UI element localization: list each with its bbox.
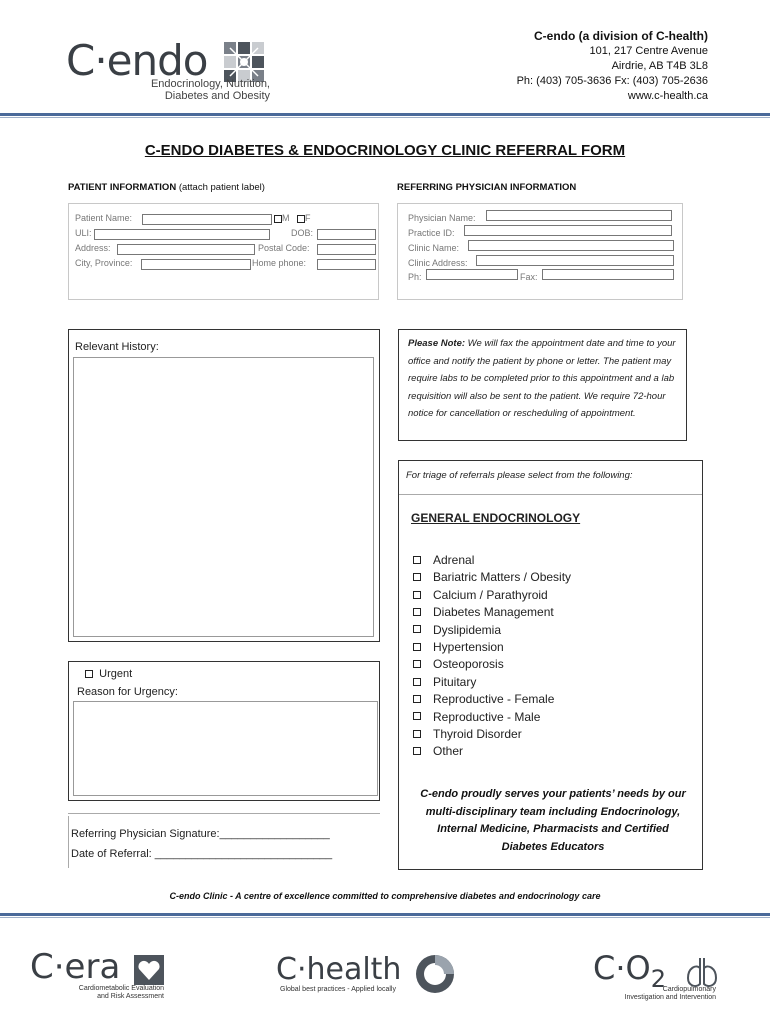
general-endocrinology-heading: GENERAL ENDOCRINOLOGY [411,511,581,525]
co2-tagline: Cardiopulmonary Investigation and Intervention [624,986,716,1001]
chealth-tagline: Global best practices - Applied locally [280,986,396,993]
triage-option-label: Thyroid Disorder [433,727,522,742]
sex-m-label: M [282,213,290,223]
lungs-icon [684,954,720,990]
header-rule-thin [0,117,770,118]
triage-option-label: Diabetes Management [433,605,554,620]
triage-option-reproductive-male[interactable] [413,709,571,726]
triage-option-label: Dyslipidemia [433,622,502,637]
signature-divider [68,813,380,814]
triage-option-diabetes-management[interactable] [413,604,571,621]
fax-label: Fax: [520,272,538,282]
co2-logo-text: $C\cdot O_2$ [593,949,666,993]
header-rule [0,113,770,116]
triage-box [398,460,703,870]
sex-f-label: F [305,213,311,223]
clinic-address-input[interactable] [476,255,674,266]
triage-option-checkbox[interactable] [413,695,421,703]
relevant-history-label: Relevant History: [75,341,159,353]
triage-option-checkbox[interactable] [413,625,421,633]
org-phone-fax: Ph: (403) 705-3636 Fx: (403) 705-2636 [516,75,708,87]
triage-option-hypertension[interactable] [413,639,571,656]
org-address-1: 101, 217 Centre Avenue [589,45,708,57]
sex-options [274,211,311,226]
heart-icon [134,955,164,985]
org-address-2: Airdrie, AB T4B 3L8 [611,60,708,72]
signature-left-rule [68,816,69,868]
physician-name-label: Physician Name: [408,213,476,223]
relevant-history-textarea[interactable] [73,357,374,637]
triage-option-label: Reproductive - Male [433,709,541,724]
triage-option-checkbox[interactable] [413,730,421,738]
form-title: C-ENDO DIABETES & ENDOCRINOLOGY CLINIC REFERRAL FORM [144,142,626,159]
uli-label: ULI: [75,228,92,238]
triage-option-osteoporosis[interactable] [413,656,571,673]
triage-option-label: Osteoporosis [433,657,504,672]
serves-statement: C-endo proudly serves your patients’ needs by our multi-disciplinary team including Endocrinology, Internal Medicine, Pharmacists and Certified Diabetes Educators [420,788,686,853]
triage-option-checkbox[interactable] [413,608,421,616]
triage-option-pituitary[interactable] [413,674,571,691]
chealth-logo-text: C·health [276,952,402,987]
signature-field[interactable]: Referring Physician Signature:__________________ [71,828,330,840]
triage-option-label: Bariatric Matters / Obesity [433,570,572,585]
sex-f-checkbox[interactable] [297,215,305,223]
address-input[interactable] [117,244,255,255]
sex-m-checkbox[interactable] [274,215,282,223]
cendo-logo-text: C·endo [66,36,208,85]
triage-intro: For triage of referrals please select from the following: [406,470,633,481]
triage-option-other[interactable] [413,743,571,760]
fax-input[interactable] [542,269,674,280]
urgency-box [68,661,380,801]
triage-option-label: Adrenal [433,553,475,567]
triage-option-checkbox[interactable] [413,573,421,581]
footer-rule-thin [0,917,770,918]
triage-option-label: Other [433,744,464,759]
triage-option-checkbox[interactable] [413,556,421,564]
triage-options-list [413,552,571,761]
practice-id-input[interactable] [464,225,672,236]
triage-option-adrenal[interactable] [413,552,571,569]
ph-label: Ph: [408,272,422,282]
clinic-name-input[interactable] [468,240,674,251]
please-note-box [398,329,687,441]
address-label: Address: [75,243,111,253]
postal-code-input[interactable] [317,244,376,255]
date-of-referral-field[interactable]: Date of Referral: _____________________________ [71,848,333,860]
cendo-logo-tagline: Endocrinology, Nutrition, Diabetes and Obesity [150,78,270,102]
reason-urgency-textarea[interactable] [73,701,378,796]
dob-input[interactable] [317,229,376,240]
triage-option-reproductive-female[interactable] [413,691,571,708]
triage-option-bariatric-matters-obesity[interactable] [413,569,571,586]
postal-code-label: Postal Code: [258,243,310,253]
city-province-label: City, Province: [75,258,133,268]
cera-tagline: Cardiometabolic Evaluation and Risk Assessment [78,985,164,1000]
org-contact-block [517,29,708,104]
urgent-checkbox[interactable] [85,670,93,678]
triage-option-label: Calcium / Parathyroid [433,587,548,602]
physician-info-heading: REFERRING PHYSICIAN INFORMATION [397,182,577,193]
patient-name-label: Patient Name: [75,213,133,223]
triage-option-label: Pituitary [433,674,477,689]
clinic-name-label: Clinic Name: [408,243,460,253]
triage-option-checkbox[interactable] [413,643,421,651]
uli-input[interactable] [94,229,270,240]
physician-name-input[interactable] [486,210,672,221]
please-note-text: Please Note: We will fax the appointment date and time to your office and notify the patient by phone or letter. The patient may require labs to be completed prior to this appointment and a lab requisition will also be sent to the patient. We require 72-hour notice for cancellation or rescheduling of appointment. [408,338,676,419]
triage-divider [399,494,702,495]
triage-option-checkbox[interactable] [413,591,421,599]
dob-label: DOB: [291,228,314,238]
triage-option-thyroid-disorder[interactable] [413,726,571,743]
footer-rule [0,913,770,916]
triage-option-checkbox[interactable] [413,712,421,720]
triage-option-calcium-parathyroid[interactable] [413,587,571,604]
city-province-input[interactable] [141,259,251,270]
triage-option-checkbox[interactable] [413,747,421,755]
reason-urgency-label: Reason for Urgency: [77,686,178,698]
cera-logo-text: C·era [30,947,121,987]
home-phone-label: Home phone: [252,258,307,268]
triage-option-checkbox[interactable] [413,678,421,686]
physician-info-box [397,203,683,300]
patient-info-heading: PATIENT INFORMATION (attach patient label) [68,182,265,193]
urgent-label: Urgent [99,668,133,680]
org-name: C-endo (a division of C-health) [534,29,708,43]
patient-info-box [68,203,379,300]
ph-input[interactable] [426,269,518,280]
org-website: www.c-health.ca [627,90,708,102]
practice-id-label: Practice ID: [408,228,455,238]
triage-option-label: Hypertension [433,640,504,655]
urgent-row [85,668,132,680]
relevant-history-box [68,329,380,642]
footer-tagline: C-endo Clinic - A centre of excellence committed to comprehensive diabetes and endocrinology care [169,891,601,901]
home-phone-input[interactable] [317,259,376,270]
triage-option-dyslipidemia[interactable] [413,622,571,639]
chealth-swirl-icon [414,953,456,995]
triage-option-label: Reproductive - Female [433,692,555,707]
triage-option-checkbox[interactable] [413,660,421,668]
patient-name-input[interactable] [142,214,272,225]
clinic-address-label: Clinic Address: [408,258,468,268]
